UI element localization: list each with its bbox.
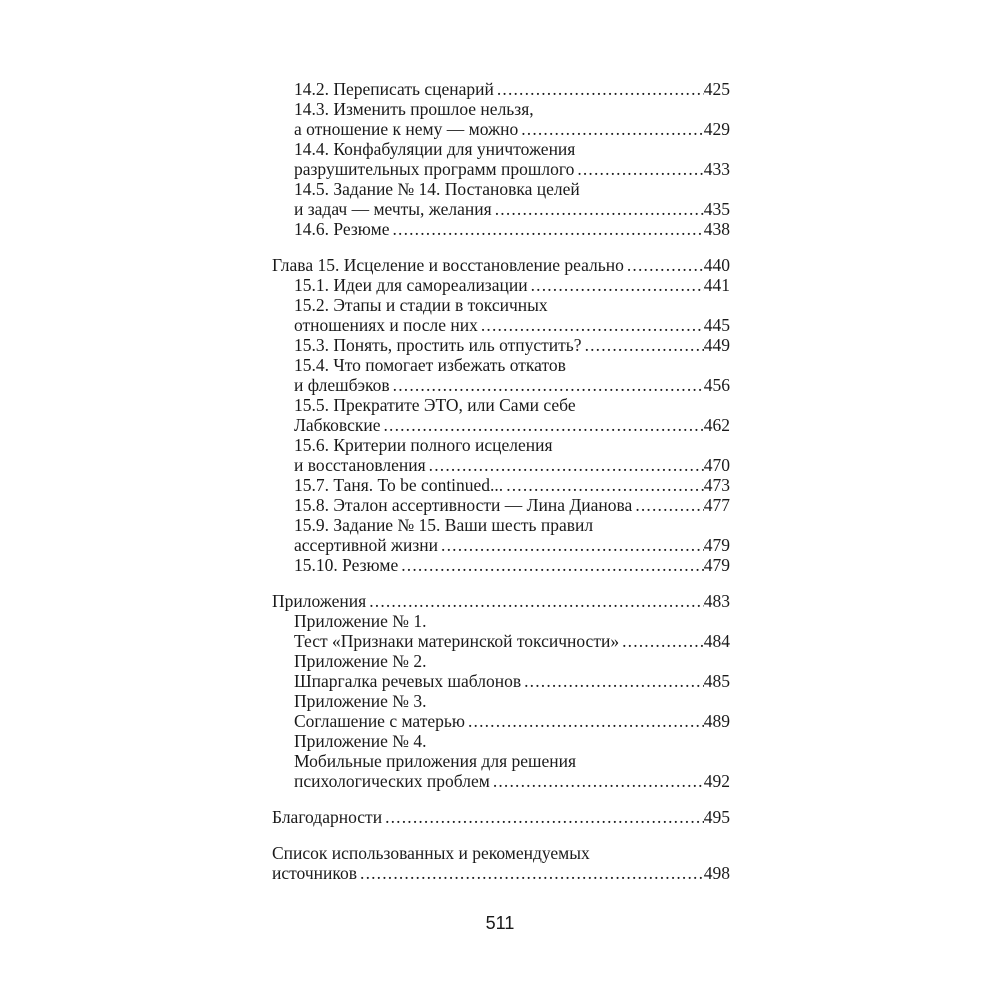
dot-leader: [366, 591, 704, 611]
toc-entry-15-10: [272, 555, 730, 575]
toc-entry-text: Приложение № 2.: [294, 651, 427, 671]
toc-entry-text: и задач — мечты, желания: [294, 199, 492, 219]
toc-page-number: 470: [703, 455, 730, 475]
toc-entry-15-9: [272, 515, 730, 555]
dot-leader: [426, 455, 704, 475]
toc-entry-text: 15.1. Идеи для самореализации: [294, 275, 528, 295]
dot-leader: [528, 275, 704, 295]
toc-entry-text: Список использованных и рекомендуемых: [272, 843, 590, 863]
toc-appendix-2: [272, 651, 730, 691]
toc-entry-text: 15.10. Резюме: [294, 555, 399, 575]
toc-acknowledgements: [272, 807, 730, 827]
toc-entry-text: Приложение № 3.: [294, 691, 427, 711]
toc-entry-text: и восстановления: [294, 455, 426, 475]
dot-leader: [632, 495, 703, 515]
toc-entry-text: 15.2. Этапы и стадии в токсичных: [294, 295, 548, 315]
toc-appendices: [272, 591, 730, 611]
toc-page-number: 477: [703, 495, 730, 515]
toc-page-number: 489: [703, 711, 730, 731]
dot-leader: [619, 631, 704, 651]
dot-leader: [494, 79, 704, 99]
toc-entry-15-1: [272, 275, 730, 295]
toc-page-number: 483: [703, 591, 730, 611]
toc-page-number: 435: [703, 199, 730, 219]
toc-appendix-4: [272, 731, 730, 791]
toc-page-number: 438: [703, 219, 730, 239]
toc-page-number: 498: [703, 863, 730, 883]
toc-entry-text: Приложение № 1.: [294, 611, 427, 631]
toc-entry-text: 14.4. Конфабуляции для уничтожения: [294, 139, 576, 159]
toc-entry-14-3: [272, 99, 730, 139]
toc-entry-text: психологических проблем: [294, 771, 490, 791]
dot-leader: [390, 375, 704, 395]
toc-page-number: 462: [703, 415, 730, 435]
toc-entry-text: 15.4. Что помогает избежать откатов: [294, 355, 566, 375]
toc-entry-text: разрушительных программ прошлого: [294, 159, 575, 179]
toc-entry-text: 15.7. Таня. To be continued...: [294, 475, 504, 495]
toc-entry-text: 15.3. Понять, простить иль отпустить?: [294, 335, 582, 355]
toc-entry-text: 14.3. Изменить прошлое нельзя,: [294, 99, 534, 119]
toc-entry-15-8: [272, 495, 730, 515]
toc-entry-text: Лабковские: [294, 415, 381, 435]
dot-leader: [438, 535, 704, 555]
dot-leader: [624, 255, 704, 275]
toc-page-number: 492: [703, 771, 730, 791]
toc-entry-text: 15.8. Эталон ассертивности — Лина Дианова: [294, 495, 633, 515]
dot-leader: [357, 863, 704, 883]
toc-chapter-15: [272, 255, 730, 275]
toc-entry-14-4: [272, 139, 730, 179]
toc-page-number: 433: [703, 159, 730, 179]
toc-page-number: 440: [703, 255, 730, 275]
toc-page-number: 441: [703, 275, 730, 295]
toc-page-number: 479: [703, 555, 730, 575]
toc-page-number: 484: [703, 631, 730, 651]
toc-entry-text: 15.5. Прекратите ЭТО, или Сами себе: [294, 395, 576, 415]
dot-leader: [490, 771, 704, 791]
toc-entry-15-5: [272, 395, 730, 435]
toc-sources: [272, 843, 730, 883]
toc-entry-14-2: [272, 79, 730, 99]
toc-entry-text: Приложение № 4.: [294, 731, 427, 751]
dot-leader: [582, 335, 704, 355]
dot-leader: [574, 159, 703, 179]
toc-entry-text: 14.2. Переписать сценарий: [294, 79, 494, 99]
toc-appendix-1: [272, 611, 730, 651]
toc-entry-text: Шпаргалка речевых шаблонов: [294, 671, 522, 691]
toc-entry-text: 15.9. Задание № 15. Ваши шесть правил: [294, 515, 594, 535]
dot-leader: [478, 315, 704, 335]
dot-leader: [521, 671, 704, 691]
toc-page-number: 473: [703, 475, 730, 495]
dot-leader: [492, 199, 704, 219]
toc-appendix-3: [272, 691, 730, 731]
toc-page-number: 429: [703, 119, 730, 139]
toc-entry-14-5: [272, 179, 730, 219]
toc-entry-text: 14.6. Резюме: [294, 219, 390, 239]
toc-entry-15-4: [272, 355, 730, 395]
toc-page-number: 449: [703, 335, 730, 355]
toc-entry-text: и флешбэков: [294, 375, 390, 395]
toc-entry-14-6: [272, 219, 730, 239]
toc-entry-text: Соглашение с матерью: [294, 711, 465, 731]
toc-page-number: 456: [703, 375, 730, 395]
toc-entry-text: Приложения: [272, 591, 367, 611]
toc-entry-text: отношениях и после них: [294, 315, 478, 335]
toc-entry-15-2: [272, 295, 730, 335]
toc-entry-text: а отношение к нему — можно: [294, 119, 519, 139]
toc-entry-text: Благодарности: [272, 807, 383, 827]
dot-leader: [398, 555, 704, 575]
toc-page-number: 445: [703, 315, 730, 335]
toc-entry-text: источников: [272, 863, 358, 883]
toc-entry-text: Мобильные приложения для решения: [294, 751, 577, 771]
toc-entry-15-7: [272, 475, 730, 495]
toc-page-number: 485: [703, 671, 730, 691]
dot-leader: [465, 711, 704, 731]
dot-leader: [382, 807, 704, 827]
page-number: 511: [485, 913, 515, 933]
toc-entry-15-3: [272, 335, 730, 355]
toc-entry-text: ассертивной жизни: [294, 535, 439, 555]
dot-leader: [518, 119, 704, 139]
toc-entry-text: 15.6. Критерии полного исцеления: [294, 435, 553, 455]
toc-entry-text: 14.5. Задание № 14. Постановка целей: [294, 179, 580, 199]
toc-entry-text: Тест «Признаки материнской токсичности»: [294, 631, 620, 651]
dot-leader: [503, 475, 704, 495]
dot-leader: [389, 219, 703, 239]
table-of-contents: [272, 79, 730, 883]
toc-entry-15-6: [272, 435, 730, 475]
toc-page-number: 495: [703, 807, 730, 827]
toc-page-number: 479: [703, 535, 730, 555]
toc-page-number: 425: [703, 79, 730, 99]
toc-entry-text: Глава 15. Исцеление и восстановление реально: [272, 255, 624, 275]
dot-leader: [380, 415, 703, 435]
